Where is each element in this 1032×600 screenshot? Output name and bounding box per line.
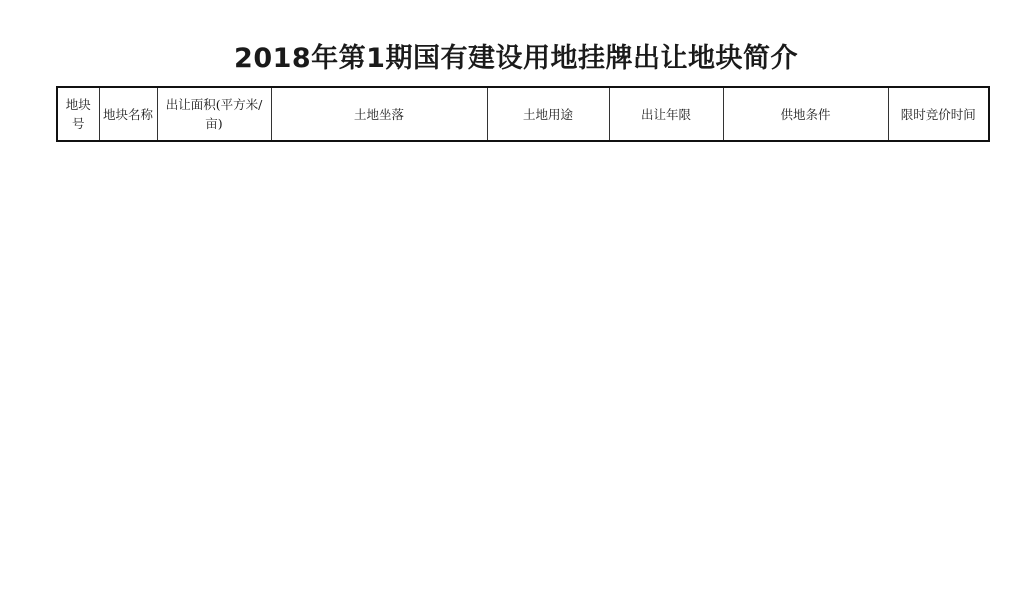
header-parcel-name: 地块名称 <box>99 87 157 141</box>
header-parcel-no: 地块 号 <box>57 87 99 141</box>
land-parcel-table <box>56 86 990 142</box>
header-area: 出让面积(平方米/ 亩) <box>157 87 271 141</box>
header-auction-time: 限时竞价时间 <box>888 87 989 141</box>
page-title: 2018年第1期国有建设用地挂牌出让地块简介 <box>234 43 798 74</box>
header-usage: 土地用途 <box>487 87 609 141</box>
header-condition: 供地条件 <box>723 87 888 141</box>
header-term: 出让年限 <box>609 87 723 141</box>
header-row <box>57 87 989 141</box>
header-location: 土地坐落 <box>271 87 487 141</box>
